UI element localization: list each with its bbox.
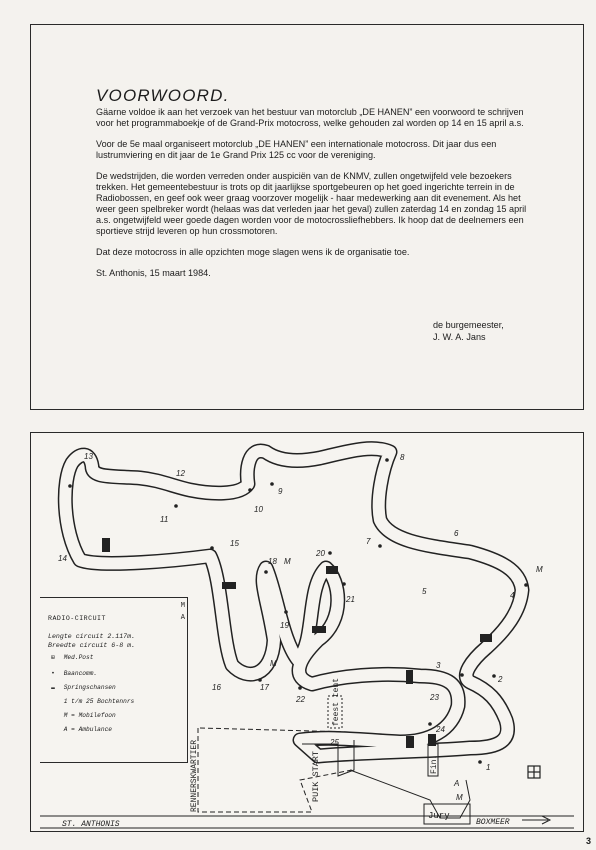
foreword-paragraph-3: De wedstrijden, die worden verreden onder auspiciën van de KNMV, zullen ongetwijfeld vele bezoekers trekken. Het gemeentebestuur is trots op dit jaarlijkse sportgebeuren op het goed ingerichte terrein in de Radiobossen, en geef ook weer graag voorzover mogelijk - haar medewerking aan dit evenement. Als het weer geen spelbreker wordt (helaas was dat verleden jaar het geval) zullen zaterdag 14 en zondag 15 april a.s. ongetwijfeld weer goede dagen worden voor de motocrossliefhebbers. Ik hoop dat de deelnemers een sportieve strijd leveren op hun crossmotoren. — [96, 171, 527, 236]
legend-mobile-marker: M — [180, 602, 185, 610]
legend-width: Breedte circuit 6-8 m. — [48, 642, 136, 649]
jump-5 — [406, 670, 413, 684]
marshal-post — [328, 551, 332, 555]
marshal-post — [342, 582, 346, 586]
corner-1: 1 — [486, 763, 491, 772]
mobile-marker-4: M — [536, 565, 543, 574]
corner-19: 19 — [280, 621, 289, 630]
corner-24: 24 — [436, 725, 445, 734]
legend-item-ambulance: A = Ambulance — [63, 726, 112, 733]
mobile-marker-jury: M — [456, 793, 463, 802]
corner-4: 4 — [510, 591, 515, 600]
corner-17: 17 — [260, 683, 269, 692]
marshal-post — [378, 544, 382, 548]
foreword-paragraph-4: Dat deze motocross in alle opzichten moge slagen wens ik de organisatie toe. — [96, 247, 410, 257]
jump-3 — [312, 626, 326, 633]
marshal-post — [68, 484, 72, 488]
corner-13: 13 — [84, 452, 93, 461]
feest-tent-label: feest tent — [332, 677, 341, 726]
marshal-post — [248, 488, 252, 492]
marshal-post — [478, 760, 482, 764]
signature-role: de burgemeester, — [433, 320, 504, 330]
med-post-icon — [528, 766, 540, 778]
rennerskwartier-label: RENNERSKWARTIER — [190, 739, 199, 812]
legend-item-corners: 1 t/m 25 Bochtennrs — [63, 698, 135, 705]
corner-6: 6 — [454, 529, 459, 538]
legend-item-mobile: M = Mobilefoon — [63, 712, 116, 719]
corner-16: 16 — [212, 683, 221, 692]
corner-10: 10 — [254, 505, 263, 514]
corner-23: 23 — [430, 693, 439, 702]
marshal-post — [174, 504, 178, 508]
corner-18: 18 — [268, 557, 277, 566]
marshal-post — [298, 686, 302, 690]
corner-7: 7 — [366, 537, 371, 546]
foreword-paragraph-1: Gäarne voldoe ik aan het verzoek van het bestuur van motorclub „DE HANEN” een voorwoord te schrijven voor het programmaboekje of de Grand-Prix motocross, welke gehouden zal worden op 14 en 15 april a.s. — [96, 107, 524, 128]
jump-legend-icon: ▬ — [51, 684, 55, 691]
mobile-marker-17: M — [270, 659, 277, 668]
jury-label: Jury — [428, 811, 450, 821]
marshal-post — [524, 583, 528, 587]
corner-9: 9 — [278, 487, 283, 496]
corner-12: 12 — [176, 469, 185, 478]
legend-title: RADIO-CIRCUIT — [48, 615, 106, 622]
marshal-post — [284, 610, 288, 614]
signature-name: J. W. A. Jans — [433, 331, 486, 342]
arrow-right-icon — [522, 816, 550, 824]
corner-5: 5 — [422, 587, 427, 596]
corner-2: 2 — [498, 675, 503, 684]
jump-4 — [326, 566, 338, 574]
puik-start-label: PUIK START — [311, 750, 321, 802]
corner-22: 22 — [296, 695, 305, 704]
foreword-title: VOORWOORD. — [96, 86, 230, 105]
finish-label: Fin. — [430, 754, 439, 774]
legend-ambulance-marker: A — [180, 614, 185, 622]
pit-road — [350, 770, 470, 818]
marshal-post — [258, 678, 262, 682]
corner-11: 11 — [160, 515, 169, 524]
foreword-paragraph-2: Voor de 5e maal organiseert motorclub „DE HANEN” een internationale motocross. Dit jaar dus een lustrumviering en dit jaar de 1e Grand Prix 125 cc voor de vereniging. — [96, 139, 497, 160]
legend-item-med-post: ⊞ Med.Post — [46, 654, 93, 661]
marshal-post — [385, 458, 389, 462]
corner-25: 25 — [330, 738, 339, 747]
corner-8: 8 — [400, 453, 405, 462]
jump-6 — [480, 634, 492, 642]
marshal-post — [428, 722, 432, 726]
legend-length: Lengte circuit 2.117m. — [48, 633, 136, 640]
marshal-post — [210, 546, 214, 550]
corner-15: 15 — [230, 539, 239, 548]
marshal-legend-icon: • — [51, 670, 55, 677]
jump-1 — [102, 538, 110, 552]
corner-14: 14 — [58, 554, 67, 563]
marshal-post — [460, 673, 464, 677]
page-number: 3 — [586, 836, 592, 846]
marshal-post — [264, 570, 268, 574]
jump-7 — [406, 736, 414, 748]
legend-dimensions — [48, 632, 135, 650]
marshal-post — [492, 674, 496, 678]
corner-21: 21 — [346, 595, 355, 604]
road-label-boxmeer: BOXMEER — [476, 818, 510, 827]
legend-item-jumps: ▬ Springschansen — [46, 684, 116, 691]
legend-box — [40, 597, 188, 763]
corner-3: 3 — [436, 661, 441, 670]
legend-item-marshal: • Baancomm. — [46, 670, 97, 677]
mobile-marker-18: M — [284, 557, 291, 566]
med-post-legend-icon: ⊞ — [51, 654, 55, 661]
marshal-post — [270, 482, 274, 486]
corner-20: 20 — [316, 549, 325, 558]
road-label-st-anthonis: ST. ANTHONIS — [62, 820, 120, 829]
jump-2 — [222, 582, 236, 589]
ambulance-marker-jury: A — [454, 779, 460, 788]
foreword-date: St. Anthonis, 15 maart 1984. — [96, 268, 211, 278]
